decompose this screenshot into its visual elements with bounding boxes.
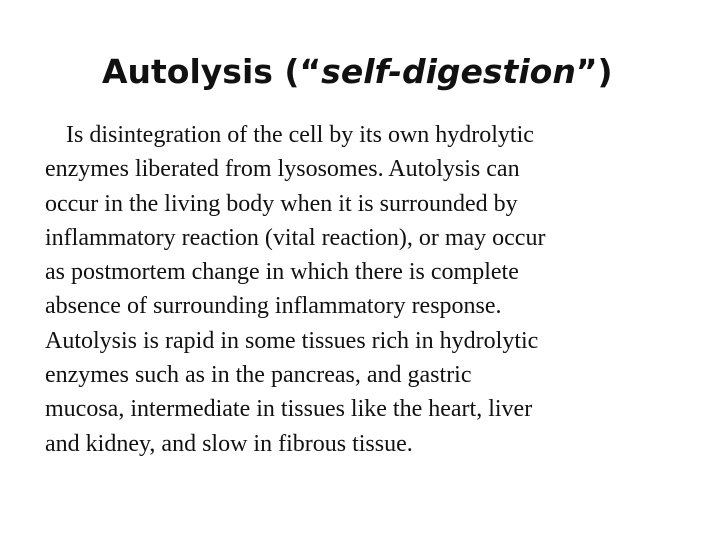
body-line: enzymes such as in the pancreas, and gastric bbox=[45, 362, 472, 389]
title-italic: self-digestion bbox=[321, 52, 576, 91]
body-line: and kidney, and slow in fibrous tissue. bbox=[45, 430, 413, 457]
body-line: enzymes liberated from lysosomes. Autolysis can bbox=[45, 156, 520, 183]
body-line: inflammatory reaction (vital reaction), or may occur bbox=[45, 224, 546, 251]
body-line: Autolysis is rapid in some tissues rich in hydrolytic bbox=[45, 327, 539, 354]
body-line: occur in the living body when it is surrounded by bbox=[45, 190, 518, 217]
body-line: as postmortem change in which there is complete bbox=[45, 259, 519, 286]
body-line: mucosa, intermediate in tissues like the heart, liver bbox=[45, 396, 533, 423]
title-main: Autolysis (“ bbox=[102, 52, 322, 91]
body-line: Is disintegration of the cell by its own hydrolytic bbox=[66, 122, 534, 148]
slide-body bbox=[45, 118, 685, 461]
body-line: absence of surrounding inflammatory response. bbox=[45, 293, 502, 320]
title-close: ”) bbox=[575, 52, 613, 91]
slide-title bbox=[102, 50, 682, 94]
